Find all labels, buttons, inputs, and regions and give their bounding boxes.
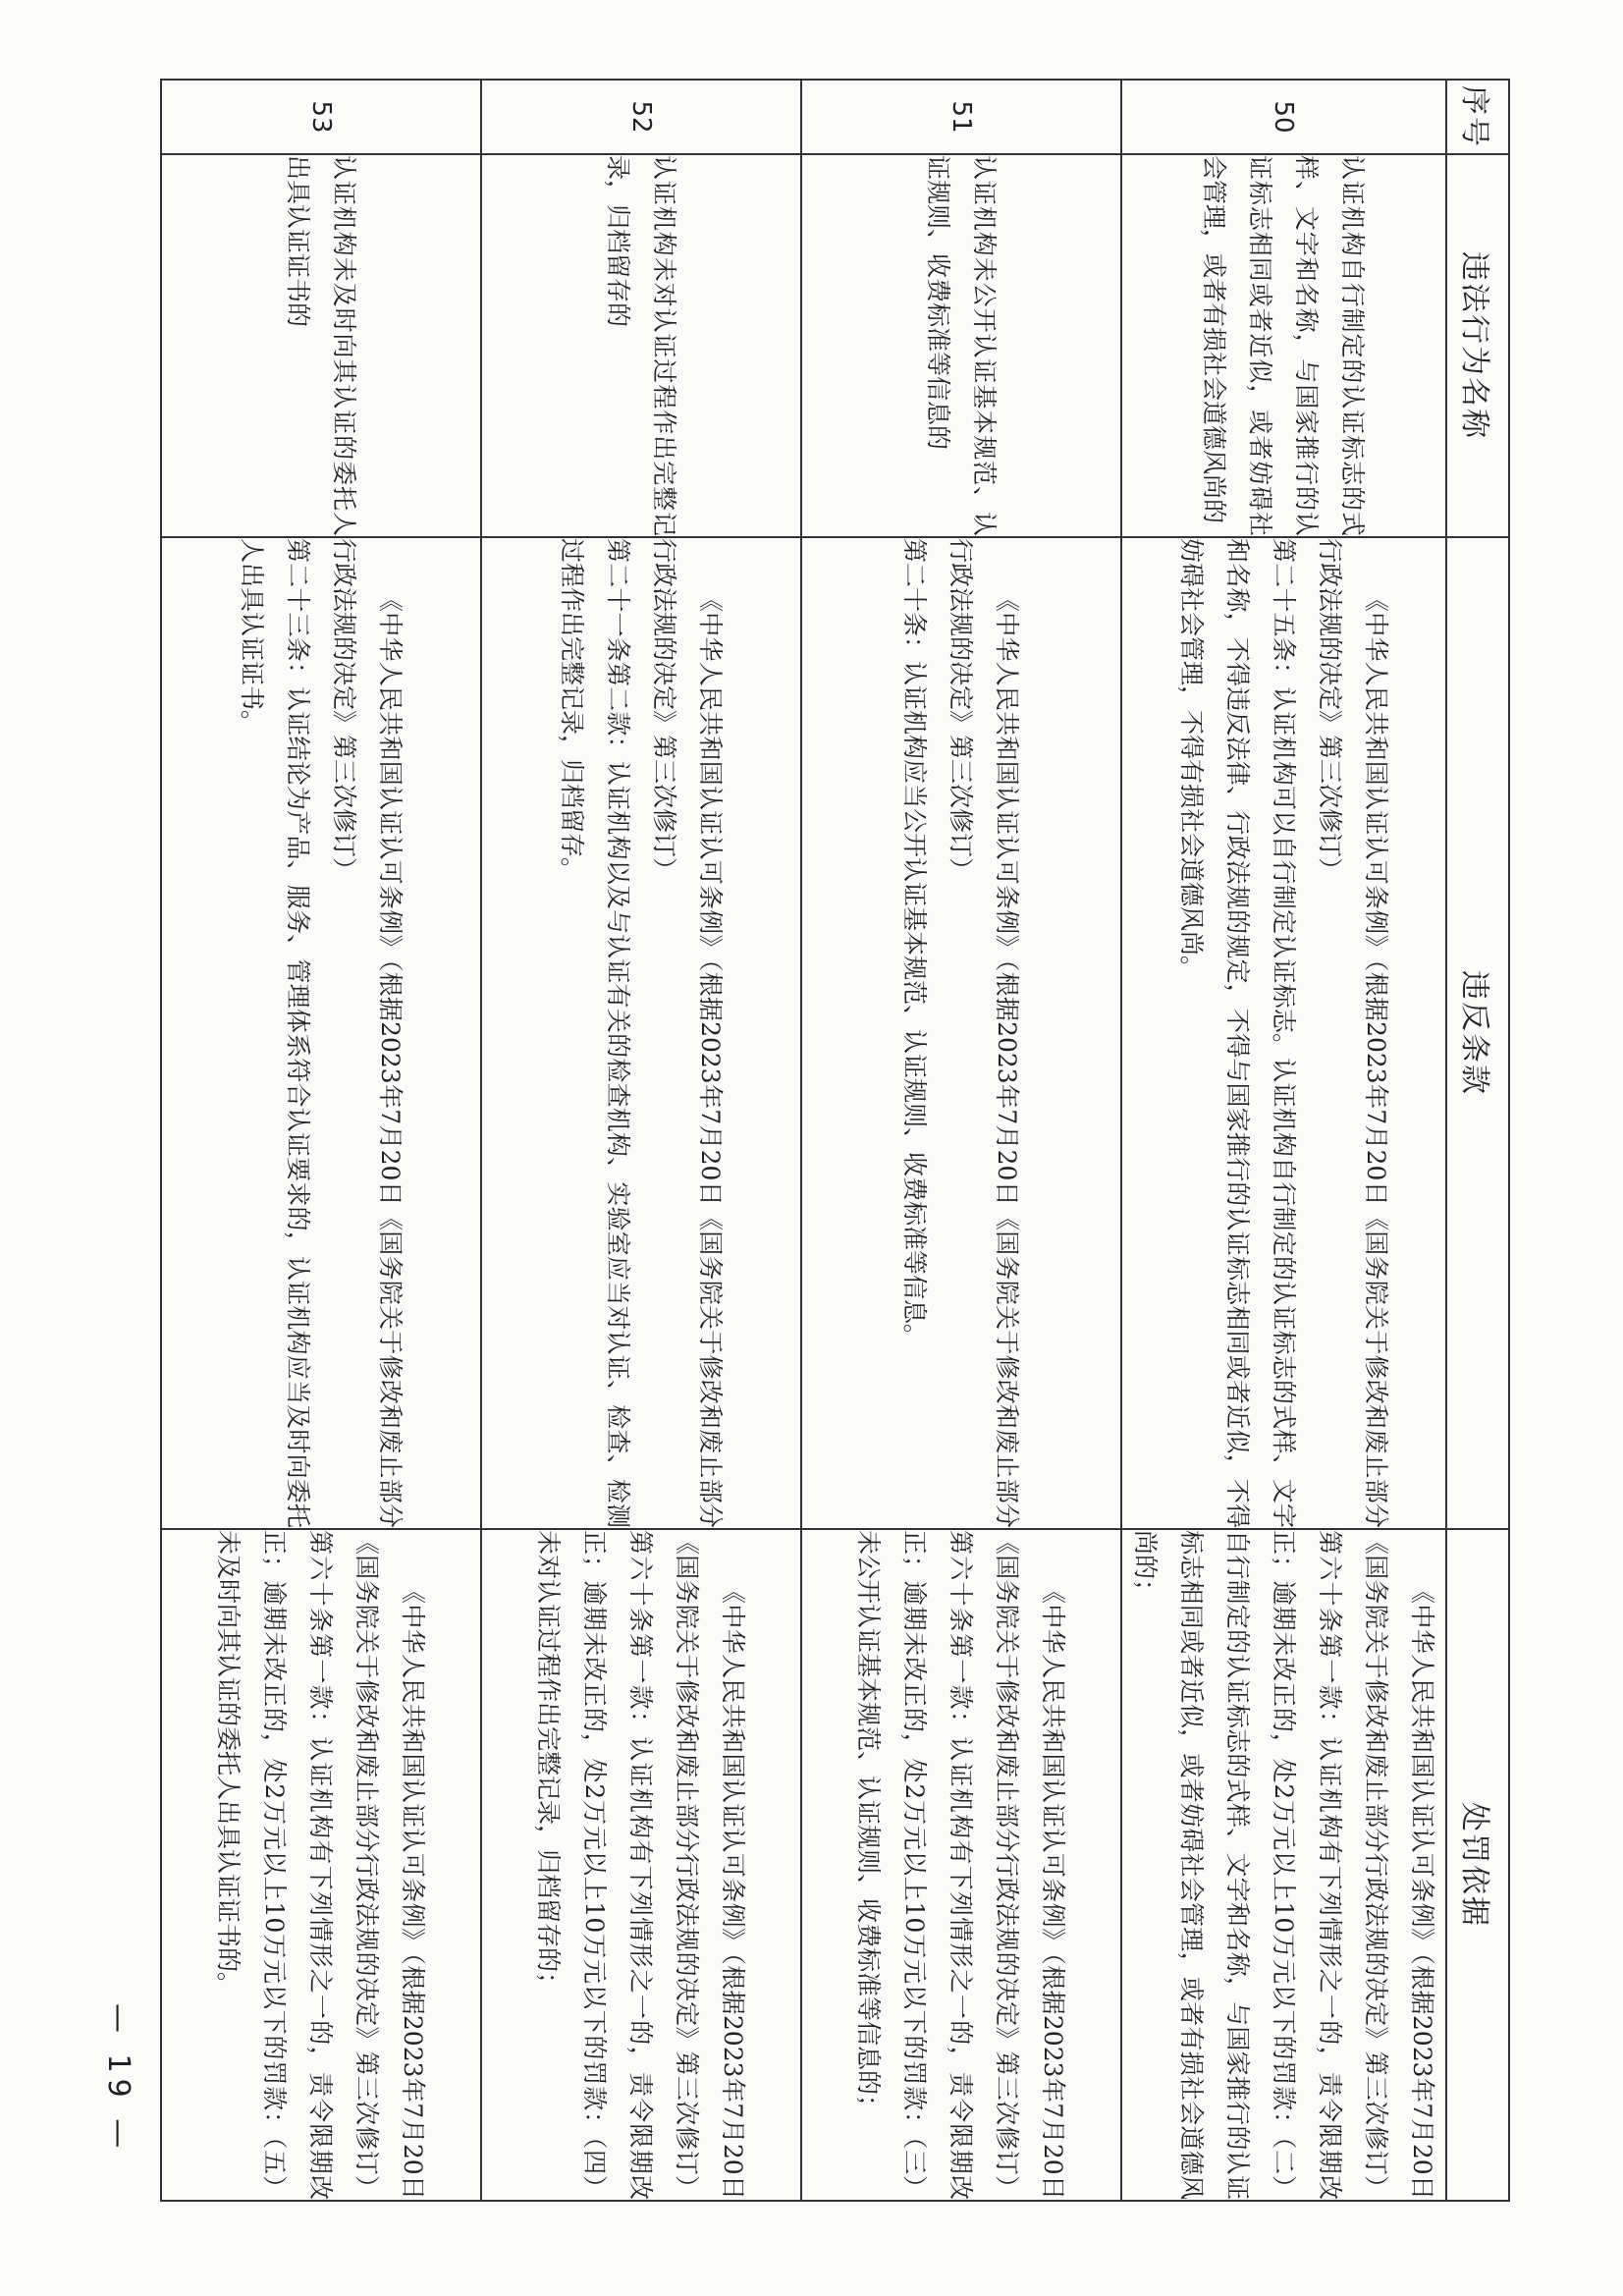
basis-text: 《中华人民共和国认证认可条例》（根据2023年7月20日《国务院关于修改和废止部分行政法规的决定》第三次修订）第六十条第一款：认证机构有下列情形之一的，责令限期改正；逾期未改正的，处2万元以上10万元以下的罚款：（二）自行制定的认证标志的式样、文字和名称，与国家推行的认证标志相同或者近似，或者妨碍社会管理，或者有损社会道德风尚的； xyxy=(1131,1530,1436,2200)
page-number: — 19 — xyxy=(101,2003,135,2155)
table-row xyxy=(1121,80,1446,2201)
row-no: 51 xyxy=(801,80,1121,154)
header-name: 违法行为名称 xyxy=(1446,154,1509,537)
penalty-basis xyxy=(481,1529,801,2201)
clause-source: 《中华人民共和国认证认可条例》（根据2023年7月20日《国务院关于修改和废止部分行政法规的决定》第三次修订） xyxy=(947,538,1022,1528)
violation-name: 认证机构自行制定的认证标志的式样、文字和名称，与国家推行的认证标志相同或者近似，或者妨碍社会管理，或者有损社会道德风尚的 xyxy=(1121,154,1446,537)
violated-clause xyxy=(481,537,801,1529)
row-no: 50 xyxy=(1121,80,1446,154)
table-row xyxy=(481,80,801,2201)
penalty-basis xyxy=(1121,1529,1446,2201)
row-no: 53 xyxy=(161,80,481,154)
table-row xyxy=(801,80,1121,2201)
penalty-basis xyxy=(161,1529,481,2201)
clause-text: 第二十三条：认证结论为产品、服务、管理体系符合认证要求的，认证机构应当及时向委托人出具认证证书。 xyxy=(238,538,312,1528)
row-no: 52 xyxy=(481,80,801,154)
penalty-basis xyxy=(801,1529,1121,2201)
clause-text: 第二十五条：认证机构可以自行制定认证标志。认证机构自行制定的认证标志的式样、文字和名称，不得违反法律、行政法规的规定，不得与国家推行的认证标志相同或者近似，不得妨碍社会管理，不得有损社会道德风尚。 xyxy=(1177,538,1298,1528)
clause-source: 《中华人民共和国认证认可条例》（根据2023年7月20日《国务院关于修改和废止部分行政法规的决定》第三次修订） xyxy=(330,538,405,1528)
clause-source: 《中华人民共和国认证认可条例》（根据2023年7月20日《国务院关于修改和废止部分行政法规的决定》第三次修订） xyxy=(1316,538,1390,1528)
basis-text: 《中华人民共和国认证认可条例》（根据2023年7月20日《国务院关于修改和废止部分行政法规的决定》第三次修订）第六十条第一款：认证机构有下列情形之一的，责令限期改正；逾期未改正的，处2万元以上10万元以下的罚款：（四）未对认证过程作出完整记录，归档留存的； xyxy=(534,1530,748,2200)
basis-text: 《中华人民共和国认证认可条例》（根据2023年7月20日《国务院关于修改和废止部分行政法规的决定》第三次修订）第六十条第一款：认证机构有下列情形之一的，责令限期改正；逾期未改正的，处2万元以上10万元以下的罚款：（五）未及时向其认证的委托人出具认证证书的。 xyxy=(214,1530,428,2200)
header-no: 序号 xyxy=(1446,80,1509,154)
violation-name: 认证机构未及时向其认证的委托人出具认证证书的 xyxy=(161,154,481,537)
clause-text: 第二十一条第二款：认证机构以及与认证有关的检查机构、实验室应当对认证、检查、检测过程作出完整记录，归档留存。 xyxy=(558,538,632,1528)
header-clause: 违反条款 xyxy=(1446,537,1509,1529)
clause-source: 《中华人民共和国认证认可条例》（根据2023年7月20日《国务院关于修改和废止部分行政法规的决定》第三次修订） xyxy=(650,538,725,1528)
table-header-row xyxy=(1446,80,1509,2201)
penalty-table xyxy=(160,79,1510,2202)
violated-clause xyxy=(801,537,1121,1529)
table-row xyxy=(161,80,481,2201)
basis-text: 《中华人民共和国认证认可条例》（根据2023年7月20日《国务院关于修改和废止部分行政法规的决定》第三次修订）第六十条第一款：认证机构有下列情形之一的，责令限期改正；逾期未改正的，处2万元以上10万元以下的罚款：（三）未公开认证基本规范、认证规则、收费标准等信息的； xyxy=(854,1530,1068,2200)
header-basis: 处罚依据 xyxy=(1446,1529,1509,2201)
clause-text: 第二十条：认证机构应当公开认证基本规范、认证规则、收费标准等信息。 xyxy=(900,538,930,1349)
violation-name: 认证机构未公开认证基本规范、认证规则、收费标准等信息的 xyxy=(801,154,1121,537)
violated-clause xyxy=(161,537,481,1529)
violated-clause xyxy=(1121,537,1446,1529)
violation-name: 认证机构未对认证过程作出完整记录，归档留存的 xyxy=(481,154,801,537)
